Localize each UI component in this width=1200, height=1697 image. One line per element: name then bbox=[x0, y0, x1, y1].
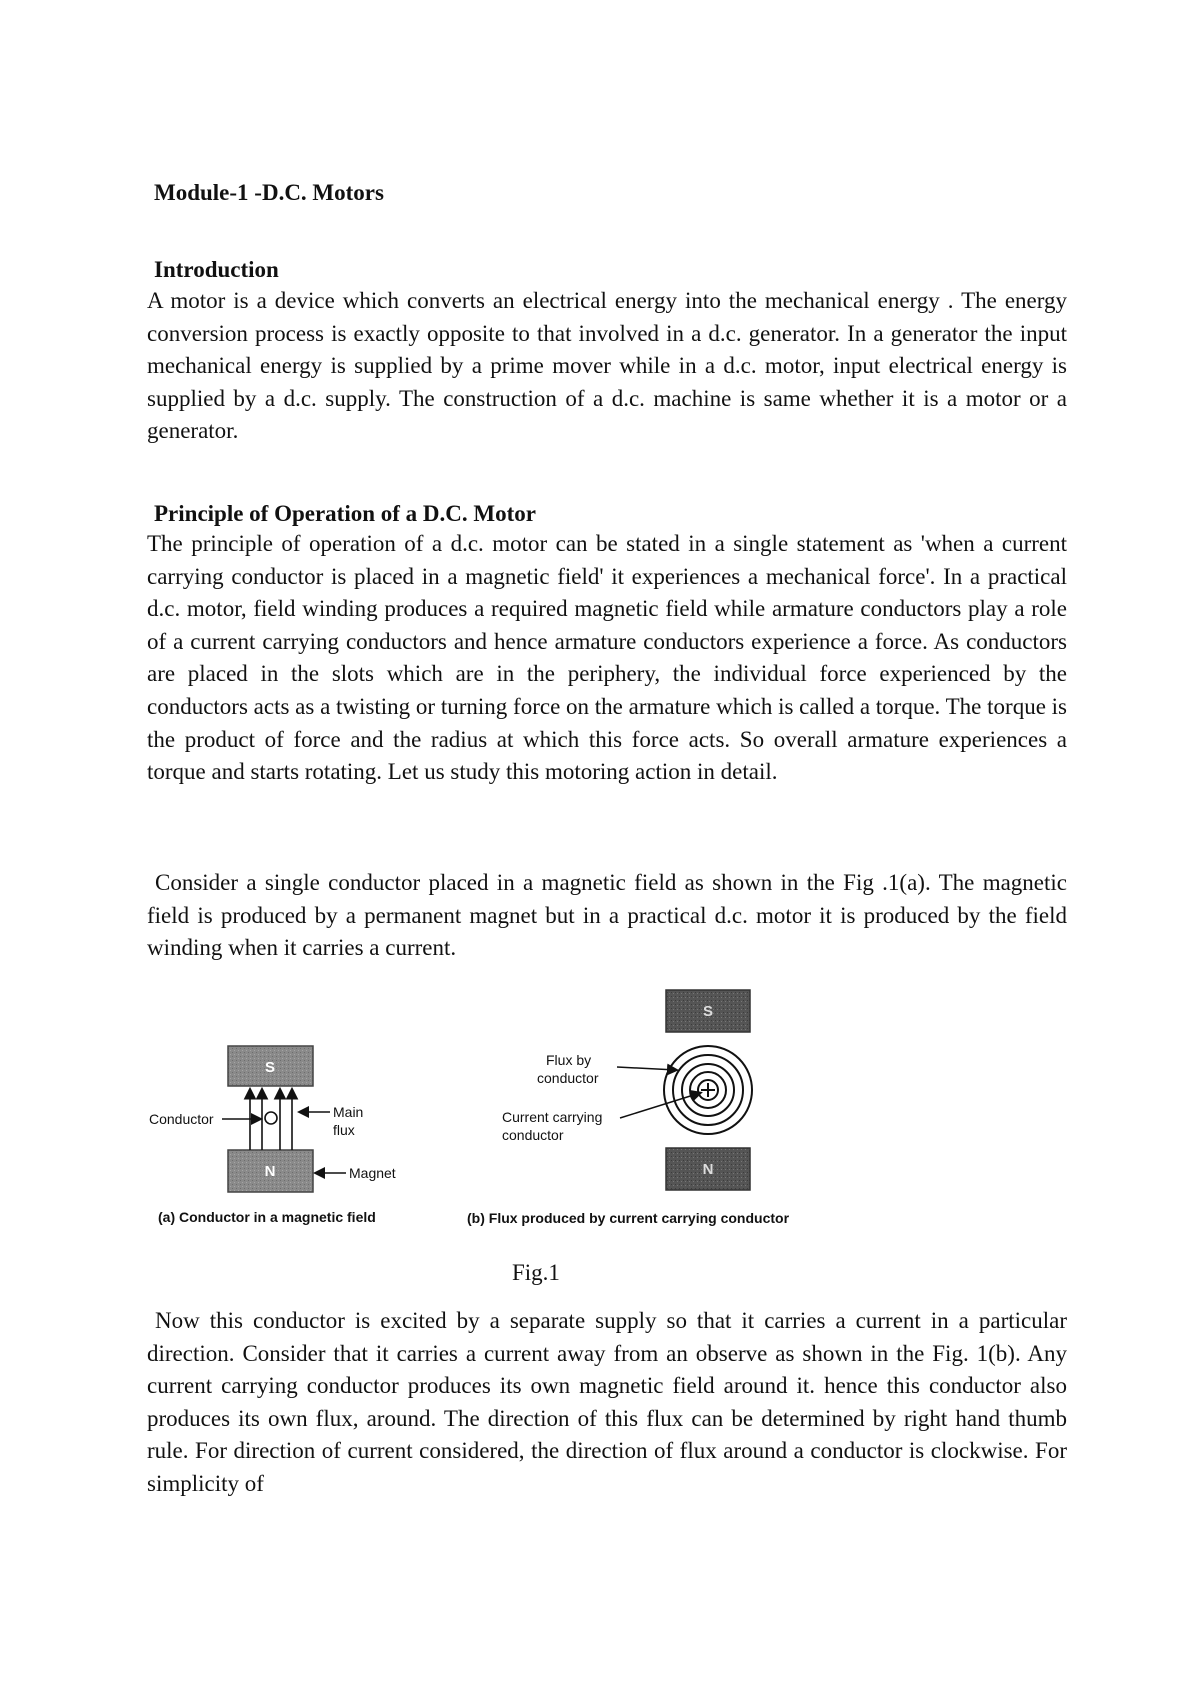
label-flux-by-conductor-1: Flux by bbox=[546, 1052, 592, 1068]
conductor-symbol bbox=[265, 1112, 277, 1124]
figure-1 bbox=[0, 960, 1200, 1260]
label-main-flux-2: flux bbox=[333, 1122, 355, 1138]
label-magnet: Magnet bbox=[349, 1165, 396, 1181]
heading-principle: Principle of Operation of a D.C. Motor bbox=[154, 501, 536, 526]
paragraph-after-figure: Now this conductor is excited by a separate supply so that it carries a current in a particular direction. Consider that it carries a current away from an observe as shown in the Fig. 1(b). Any current carrying conductor produces its own magnetic field around it. hence this conductor also produces its own flux, around. The direction of this flux can be determined by right hand thumb rule. For direction of current considered, the direction of flux around a conductor is clockwise. For simplicity of bbox=[147, 1308, 1067, 1496]
label-conductor: Conductor bbox=[149, 1111, 214, 1127]
pole-label-n-b: N bbox=[702, 1161, 714, 1178]
conductor-cross-symbol bbox=[698, 1080, 718, 1100]
label-current-carrying-1: Current carrying bbox=[502, 1109, 603, 1125]
pole-label-s-b: S bbox=[702, 1003, 714, 1020]
caption-figure-1b: (b) Flux produced by current carrying conductor bbox=[467, 1210, 790, 1226]
figure-1b bbox=[467, 990, 790, 1226]
figure-caption: Fig.1 bbox=[512, 1260, 560, 1285]
heading-introduction: Introduction bbox=[154, 257, 279, 282]
pole-label-n-a: N bbox=[264, 1163, 276, 1180]
caption-figure-1a: (a) Conductor in a magnetic field bbox=[158, 1209, 376, 1225]
label-flux-by-conductor-2: conductor bbox=[537, 1070, 599, 1086]
document-title: Module-1 -D.C. Motors bbox=[154, 180, 384, 205]
paragraph-fig-intro: Consider a single conductor placed in a magnetic field as shown in the Fig .1(a). The magnetic field is produced by a permanent magnet but in a practical d.c. motor it is produced by the field winding when it carries a current. bbox=[147, 870, 1067, 961]
figure-1a bbox=[149, 1046, 396, 1225]
label-main-flux-1: Main bbox=[333, 1104, 364, 1120]
paragraph-introduction: A motor is a device which converts an electrical energy into the mechanical energy . The energy conversion process is exactly opposite to that involved in a d.c. generator. In a generator the input mechanical energy is supplied by a prime mover while in a d.c. motor, input electrical energy is supplied by a d.c. supply. The construction of a d.c. machine is same whether it is a motor or a generator. bbox=[147, 288, 1067, 444]
label-current-carrying-2: conductor bbox=[502, 1127, 564, 1143]
pole-label-s-a: S bbox=[264, 1059, 276, 1076]
paragraph-principle: The principle of operation of a d.c. motor can be stated in a single statement as 'when a current carrying conductor is placed in a magnetic field' it experiences a mechanical force'. In a practical d.c. motor, field winding produces a required magnetic field while armature conductors play a role of a current carrying conductors and hence armature conductors experience a force. As conductors are placed in the slots which are in the periphery, the individual force experienced by the conductors acts as a twisting or turning force on the armature which is called a torque. The torque is the product of force and the radius at which this force acts. So overall armature experiences a torque and starts rotating. Let us study this motoring action in detail. bbox=[147, 531, 1067, 785]
